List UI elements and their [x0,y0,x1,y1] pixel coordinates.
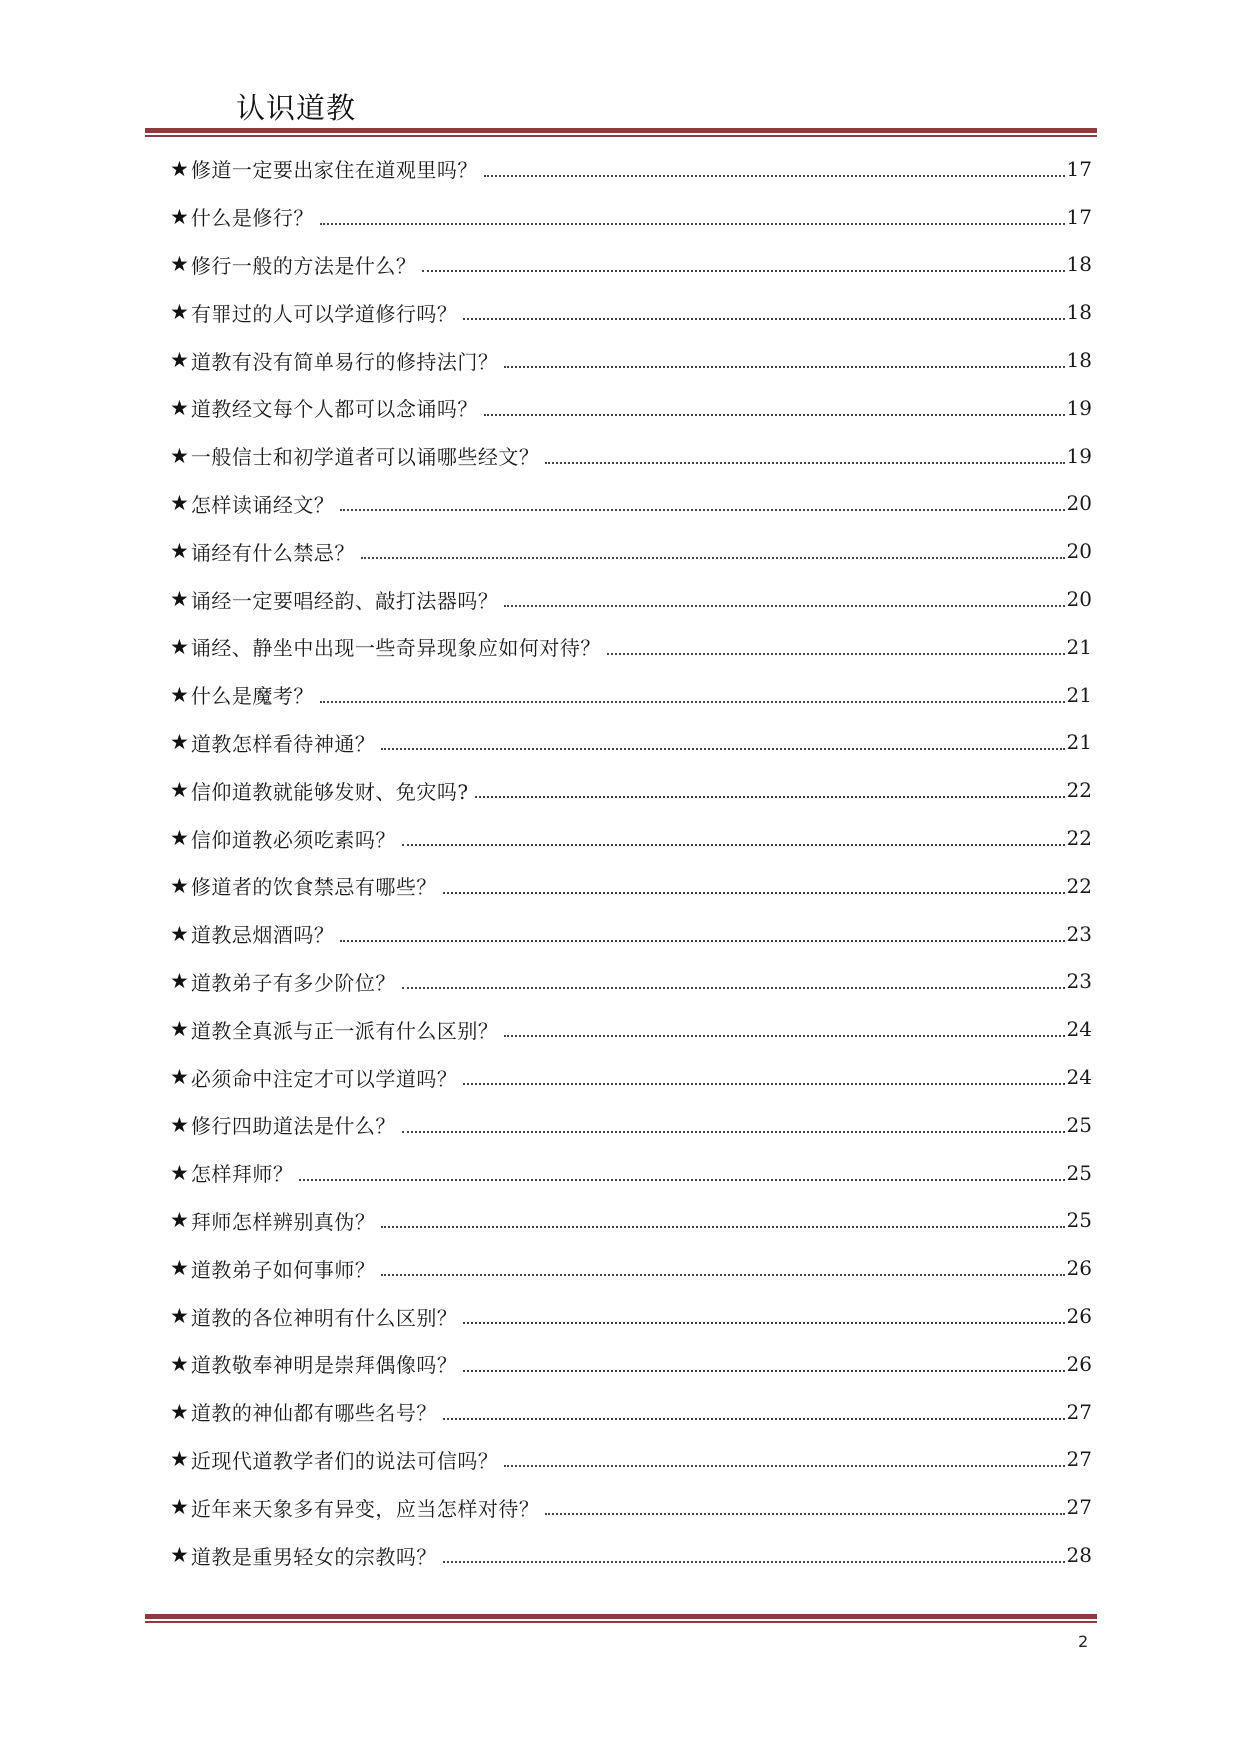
toc-entry[interactable] [170,241,1092,289]
toc-entry[interactable] [170,384,1092,432]
toc-dot-leader [402,987,1065,989]
star-icon: ★ [170,156,189,181]
toc-dot-leader [443,1561,1065,1563]
star-icon: ★ [170,1160,189,1185]
toc-entry-title: 近年来天象多有异变，应当怎样对待？ [190,1496,540,1521]
toc-entry-title: 怎样拜师？ [190,1162,294,1187]
toc-entry-page: 19 [1066,443,1092,468]
toc-entry[interactable] [170,145,1092,193]
toc-entry[interactable] [170,288,1092,336]
toc-entry[interactable] [170,1388,1092,1436]
star-icon: ★ [170,1543,189,1567]
toc-entry[interactable] [170,623,1092,671]
toc-entry-page: 22 [1066,826,1092,851]
toc-entry-title: 道教有没有简单易行的修持法门？ [190,349,499,374]
star-icon: ★ [170,1065,189,1090]
toc-dot-leader [463,318,1064,320]
star-icon: ★ [170,1208,189,1233]
toc-dot-leader [504,366,1064,368]
toc-dot-leader [402,844,1065,846]
toc-entry-page: 17 [1066,204,1092,229]
toc-entry-page: 21 [1066,682,1092,707]
toc-entry-title: 什么是魔考？ [190,684,314,709]
toc-entry[interactable] [170,671,1092,719]
star-icon: ★ [170,634,189,659]
toc-entry-title: 怎样读诵经文？ [190,492,335,517]
toc-entry-page: 25 [1066,1160,1092,1185]
toc-entry-page: 27 [1066,1447,1092,1472]
toc-dot-leader [504,605,1064,607]
toc-entry-title: 道教是重男轻女的宗教吗？ [190,1544,437,1569]
star-icon: ★ [170,348,189,373]
toc-dot-leader [484,175,1065,177]
toc-entry-page: 24 [1066,1017,1092,1042]
toc-entry-page: 27 [1066,1495,1092,1520]
footer-divider-thick [145,1614,1097,1619]
toc-entry[interactable] [170,910,1092,958]
toc-entry-page: 22 [1066,873,1092,898]
toc-dot-leader [340,940,1064,942]
toc-entry-page: 24 [1066,1065,1092,1090]
toc-entry-page: 28 [1066,1543,1092,1567]
star-icon: ★ [170,778,189,803]
toc-entry-title: 一般信士和初学道者可以诵哪些经文？ [190,445,540,470]
star-icon: ★ [170,969,189,994]
toc-entry-title: 道教弟子有多少阶位？ [190,970,396,995]
toc-entry-page: 23 [1066,921,1092,946]
toc-dot-leader [504,1035,1064,1037]
toc-entry[interactable] [170,1197,1092,1245]
star-icon: ★ [170,539,189,564]
toc-entry-title: 修行四助道法是什么？ [190,1114,396,1139]
star-icon: ★ [170,395,189,420]
star-icon: ★ [170,1304,189,1329]
toc-entry-page: 17 [1066,156,1092,181]
toc-dot-leader [463,1370,1064,1372]
toc-entry[interactable] [170,719,1092,767]
toc-entry-title: 修道一定要出家住在道观里吗？ [190,158,478,183]
toc-entry-title: 什么是修行？ [190,206,314,231]
toc-entry-page: 22 [1066,778,1092,803]
toc-entry[interactable] [170,814,1092,862]
toc-entry-page: 21 [1066,634,1092,659]
toc-entry[interactable] [170,1101,1092,1149]
toc-entry-title: 信仰道教就能够发财、免灾吗? [190,779,469,804]
toc-entry-title: 道教经文每个人都可以念诵吗？ [190,397,478,422]
toc-dot-leader [443,1418,1065,1420]
toc-entry-title: 有罪过的人可以学道修行吗？ [190,301,458,326]
toc-dot-leader [463,1322,1064,1324]
star-icon: ★ [170,1112,189,1137]
toc-entry-page: 19 [1066,395,1092,420]
toc-entry[interactable] [170,1005,1092,1053]
toc-entry-page: 23 [1066,969,1092,994]
star-icon: ★ [170,1256,189,1281]
toc-entry[interactable] [170,862,1092,910]
toc-entry-title: 道教怎样看待神通？ [190,731,376,756]
toc-entry-title: 信仰道教必须吃素吗？ [190,827,396,852]
toc-entry[interactable] [170,336,1092,384]
toc-dot-leader [484,414,1065,416]
star-icon: ★ [170,1017,189,1042]
toc-entry[interactable] [170,1149,1092,1197]
star-icon: ★ [170,300,189,325]
toc-dot-leader [422,270,1064,272]
star-icon: ★ [170,491,189,516]
toc-entry-page: 27 [1066,1399,1092,1424]
toc-entry[interactable] [170,1436,1092,1484]
star-icon: ★ [170,730,189,755]
toc-dot-leader [443,892,1065,894]
header-divider-thick [145,128,1097,133]
star-icon: ★ [170,682,189,707]
toc-entry-title: 道教忌烟酒吗？ [190,923,335,948]
toc-entry-page: 20 [1066,539,1092,564]
star-icon: ★ [170,1399,189,1424]
toc-entry-title: 道教全真派与正一派有什么区别？ [190,1018,499,1043]
toc-entry-title: 诵经一定要唱经韵、敲打法器吗？ [190,588,499,613]
toc-entry[interactable] [170,1292,1092,1340]
toc-entry-title: 道教弟子如何事师？ [190,1257,376,1282]
toc-entry[interactable] [170,1531,1092,1579]
toc-entry-page: 26 [1066,1256,1092,1281]
toc-entry[interactable] [170,527,1092,575]
toc-entry[interactable] [170,1244,1092,1292]
star-icon: ★ [170,443,189,468]
star-icon: ★ [170,1495,189,1520]
table-of-contents [170,145,1092,1579]
toc-dot-leader [340,509,1064,511]
toc-dot-leader [381,1226,1064,1228]
header-divider [145,128,1097,137]
star-icon: ★ [170,873,189,898]
toc-entry-page: 18 [1066,252,1092,277]
toc-entry[interactable] [170,432,1092,480]
toc-entry[interactable] [170,766,1092,814]
toc-entry-title: 道教敬奉神明是崇拜偶像吗？ [190,1353,458,1378]
toc-entry-title: 近现代道教学者们的说法可信吗？ [190,1448,499,1473]
toc-entry[interactable] [170,480,1092,528]
footer-divider-thin [145,1621,1097,1623]
toc-dot-leader [361,557,1065,559]
toc-entry[interactable] [170,193,1092,241]
toc-dot-leader [299,1179,1064,1181]
toc-dot-leader [463,1083,1064,1085]
toc-dot-leader [402,1131,1065,1133]
toc-entry[interactable] [170,1483,1092,1531]
toc-entry-page: 26 [1066,1304,1092,1329]
toc-entry[interactable] [170,575,1092,623]
toc-dot-leader [607,653,1065,655]
toc-entry-page: 25 [1066,1208,1092,1233]
footer-divider [145,1614,1097,1623]
toc-entry-page: 18 [1066,348,1092,373]
page-number: 2 [1078,1632,1089,1651]
toc-entry-page: 25 [1066,1112,1092,1137]
toc-entry-title: 诵经有什么禁忌？ [190,540,355,565]
toc-dot-leader [504,1465,1064,1467]
toc-dot-leader [475,796,1065,798]
toc-entry-page: 21 [1066,730,1092,755]
toc-entry-title: 必须命中注定才可以学道吗？ [190,1066,458,1091]
toc-entry-page: 26 [1066,1351,1092,1376]
toc-dot-leader [320,223,1065,225]
toc-entry-page: 18 [1066,300,1092,325]
star-icon: ★ [170,587,189,612]
star-icon: ★ [170,1447,189,1472]
toc-dot-leader [320,701,1065,703]
toc-entry-title: 拜师怎样辨别真伪？ [190,1209,376,1234]
toc-dot-leader [545,1513,1064,1515]
toc-entry[interactable] [170,958,1092,1006]
toc-dot-leader [545,462,1064,464]
toc-entry-title: 修行一般的方法是什么？ [190,253,417,278]
page-header-title: 认识道教 [236,91,357,125]
toc-dot-leader [381,1274,1064,1276]
toc-entry-title: 诵经、静坐中出现一些奇异现象应如何对待？ [190,636,601,661]
star-icon: ★ [170,826,189,851]
toc-entry-page: 20 [1066,587,1092,612]
toc-entry[interactable] [170,1053,1092,1101]
toc-dot-leader [381,748,1064,750]
toc-entry-title: 道教的各位神明有什么区别？ [190,1305,458,1330]
toc-entry-title: 道教的神仙都有哪些名号？ [190,1401,437,1426]
header-divider-thin [145,135,1097,137]
star-icon: ★ [170,1351,189,1376]
star-icon: ★ [170,252,189,277]
toc-entry-page: 20 [1066,491,1092,516]
toc-entry-title: 修道者的饮食禁忌有哪些？ [190,875,437,900]
star-icon: ★ [170,204,189,229]
toc-entry[interactable] [170,1340,1092,1388]
star-icon: ★ [170,921,189,946]
